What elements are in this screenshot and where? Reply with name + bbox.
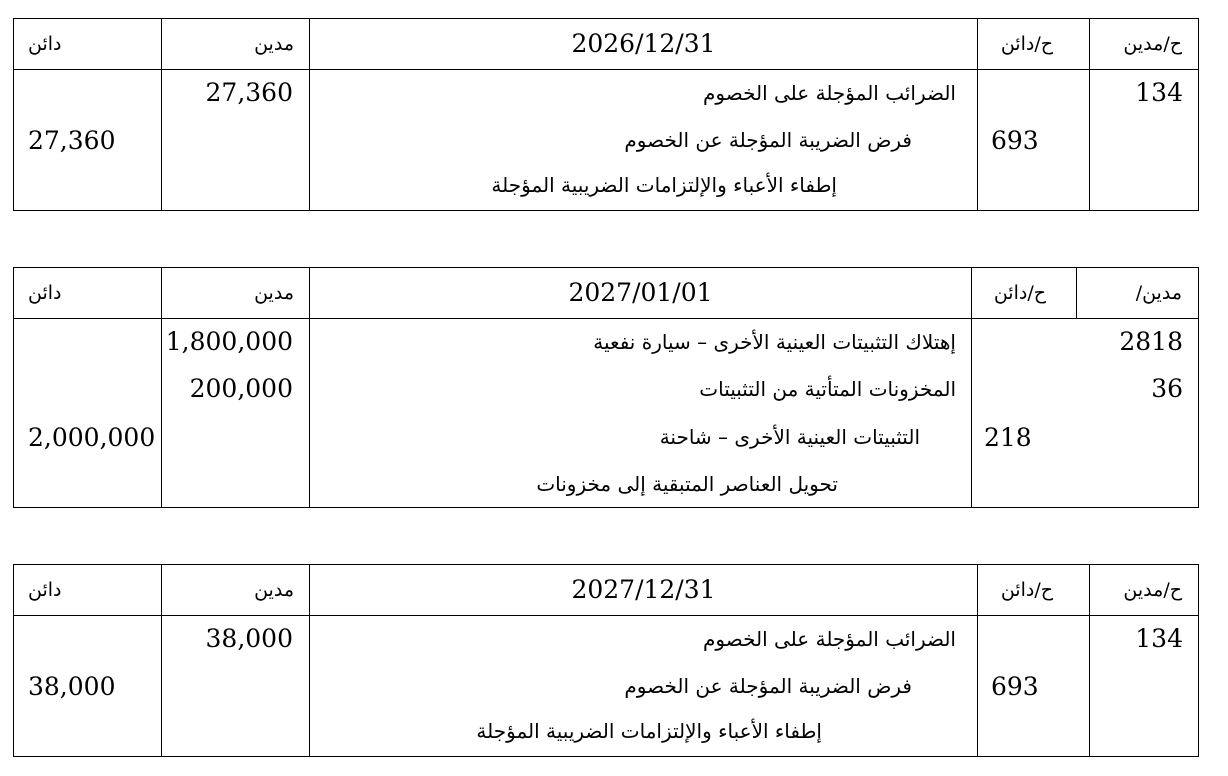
credit-account-number: 693 [991, 672, 1039, 701]
credit-column-header: دائن [28, 579, 62, 601]
entry-description: إطفاء الأعباء والإلتزامات الضريبية المؤجلة [491, 173, 837, 197]
entry-date: 2026/12/31 [571, 29, 716, 58]
entry-description: تحويل العناصر المتبقية إلى مخزونات [536, 472, 838, 496]
debit-account-header: ح/مدين [1123, 33, 1182, 55]
debit-account-name: الضرائب المؤجلة على الخصوم [703, 627, 956, 651]
credit-column-header: دائن [28, 282, 62, 304]
debit-account-header: ح/مدين [1123, 579, 1182, 601]
debit-account-number: 134 [1135, 78, 1183, 107]
credit-account-header: ح/دائن [1000, 33, 1053, 55]
debit-account-number: 36 [1151, 374, 1183, 403]
entry-date: 2027/12/31 [571, 575, 716, 604]
debit-account-number: 134 [1135, 624, 1183, 653]
credit-account-name: فرض الضريبة المؤجلة عن الخصوم [624, 128, 912, 152]
credit-account-header: ح/دائن [993, 282, 1046, 304]
debit-account-name: إهتلاك التثبيتات العينية الأخرى – سيارة نفعية [593, 330, 956, 354]
entry-body [14, 70, 1198, 211]
debit-amount: 38,000 [205, 624, 293, 653]
debit-account-header: /مدين [1135, 282, 1182, 304]
entry-header [14, 565, 1198, 616]
journal-entry-3 [13, 564, 1199, 757]
debit-account-name: المخزونات المتأتية من التثبيتات [699, 377, 956, 401]
credit-amount: 27,360 [28, 126, 116, 155]
credit-amount: 2,000,000 [28, 423, 156, 452]
entry-body [14, 616, 1198, 757]
entry-header [14, 19, 1198, 70]
debit-amount: 200,000 [189, 374, 293, 403]
debit-account-name: الضرائب المؤجلة على الخصوم [703, 81, 956, 105]
credit-account-number: 218 [984, 423, 1032, 452]
debit-amount: 27,360 [205, 78, 293, 107]
credit-account-header: ح/دائن [1000, 579, 1053, 601]
journal-entry-1 [13, 18, 1199, 211]
debit-column-header: مدين [254, 282, 294, 304]
credit-column-header: دائن [28, 33, 62, 55]
credit-amount: 38,000 [28, 672, 116, 701]
credit-account-name: التثبيتات العينية الأخرى – شاحنة [659, 425, 920, 449]
debit-amount: 1,800,000 [165, 327, 293, 356]
debit-account-number: 2818 [1119, 327, 1183, 356]
debit-column-header: مدين [254, 579, 294, 601]
credit-account-number: 693 [991, 126, 1039, 155]
entry-description: إطفاء الأعباء والإلتزامات الضريبية المؤجلة [476, 719, 822, 743]
entry-header [14, 268, 1198, 319]
credit-account-name: فرض الضريبة المؤجلة عن الخصوم [624, 674, 912, 698]
entry-date: 2027/01/01 [568, 278, 713, 307]
entry-body [14, 319, 1198, 508]
debit-column-header: مدين [254, 33, 294, 55]
journal-entry-2 [13, 267, 1199, 508]
